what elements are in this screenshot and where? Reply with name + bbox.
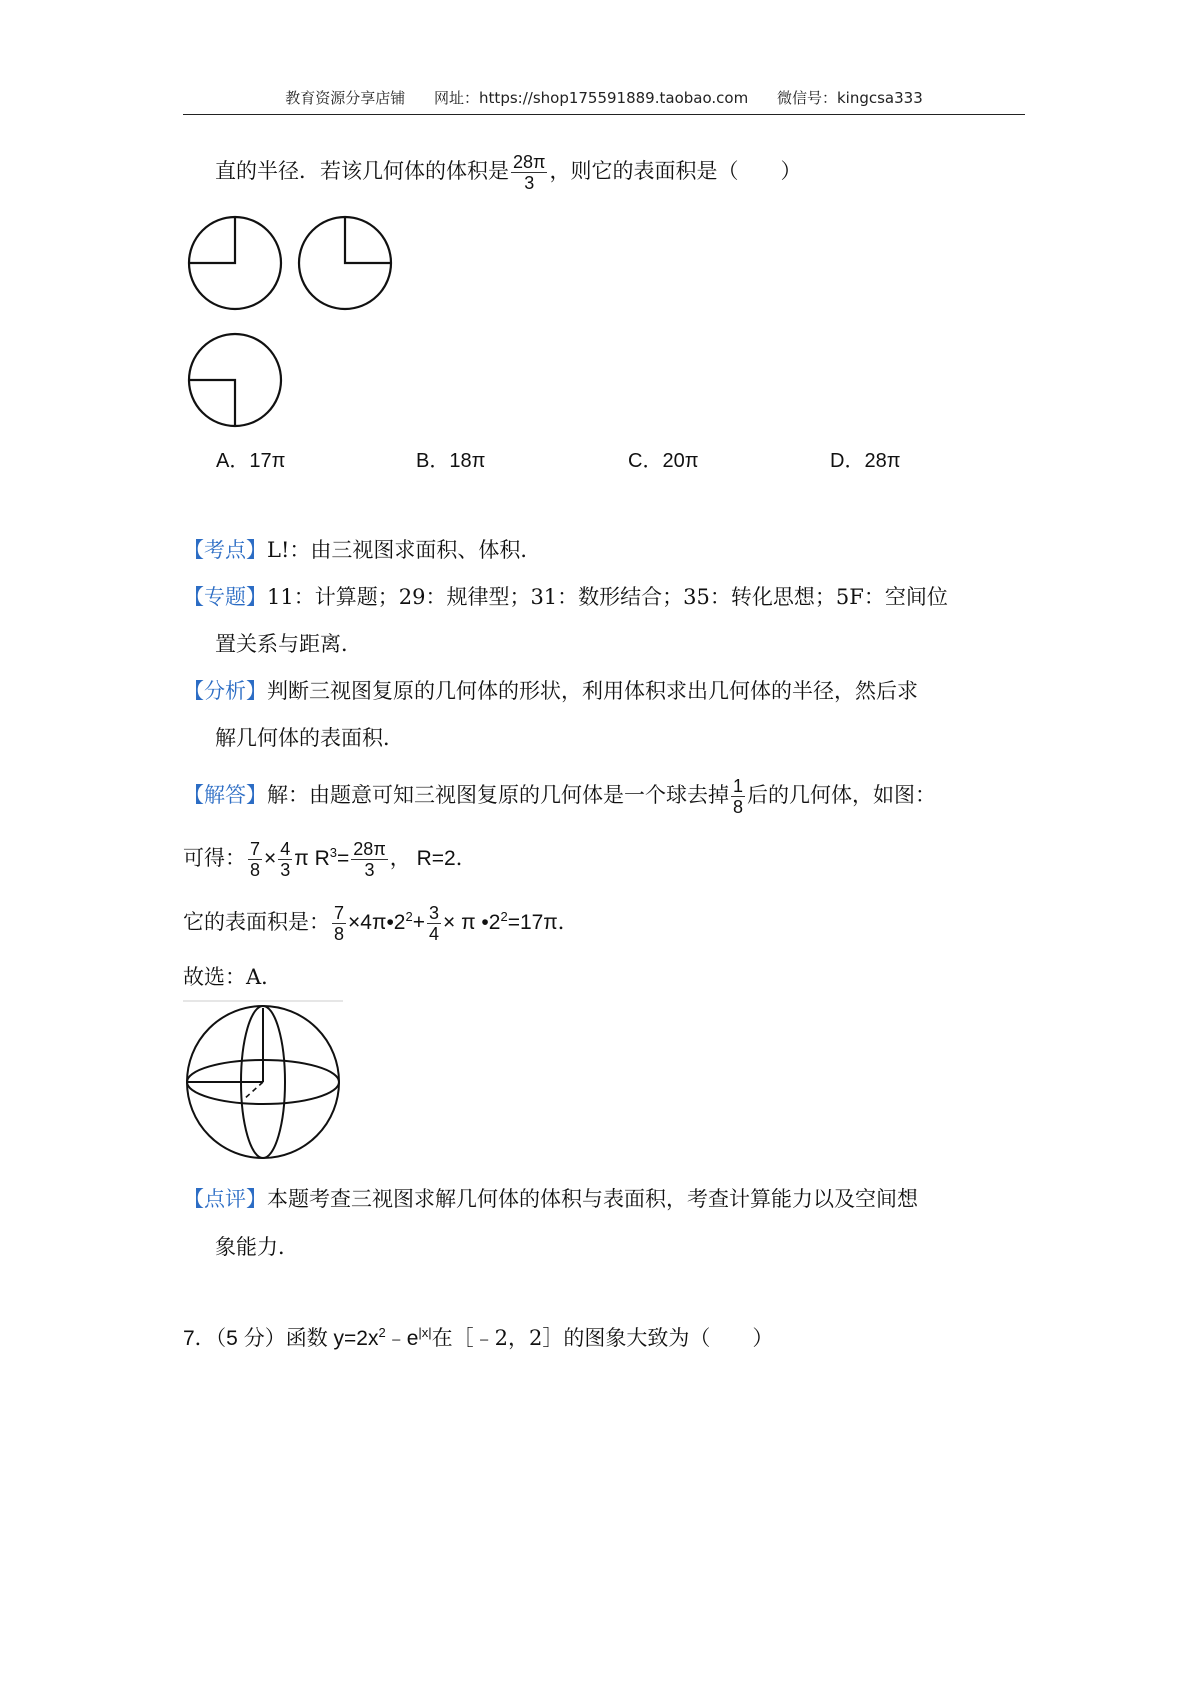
header-shop: 教育资源分享店铺 [285, 89, 406, 107]
top-view [189, 334, 281, 426]
one-eighth-fraction: $\frac{1}{8}$ [733, 776, 744, 817]
page-header [183, 84, 1025, 115]
answer-choice: 故选：A． [183, 965, 283, 989]
kaodian-line: 【考点】L!：由三视图求面积、体积． [183, 538, 542, 562]
option-c: C．20π [628, 450, 699, 472]
volume-equation: 可得： $\frac{7}{8}$ × $\frac{4}{3}$ π $R^3=$ $\frac{28\pi}{3}$ ， R=2． [183, 839, 477, 880]
zhuanti-line-1: 【专题】11：计算题；29：规律型；31：数形结合；35：转化思想；5F：空间位 [183, 585, 948, 609]
next-question: 7．（5 分）函数 $y=2x^2﹣e^{|x|}$在［﹣2，2］的图象大致为（ ） [183, 1325, 774, 1350]
jieda-tag: 【解答】 [183, 783, 267, 807]
header-url: 网址：https://shop175591889.taobao.com [434, 89, 749, 107]
option-b: B．18π [416, 450, 486, 472]
dianping-line-2: 象能力． [215, 1235, 299, 1259]
header-wechat: 微信号：kingcsa333 [776, 89, 923, 107]
option-a: A．17π [216, 450, 286, 472]
dianping-tag: 【点评】 [183, 1187, 267, 1211]
jieda-line: 【解答】解：由题意可知三视图复原的几何体是一个球去掉 $\frac{1}{8}$ 后的几何体，如图： [183, 776, 937, 817]
fenxi-tag: 【分析】 [183, 679, 267, 703]
zhuanti-line-2: 置关系与距离． [215, 632, 362, 656]
side-view [299, 217, 391, 309]
sphere-diagram [183, 998, 348, 1168]
kaodian-tag: 【考点】 [183, 538, 267, 562]
fenxi-line-1: 【分析】判断三视图复原的几何体的形状，利用体积求出几何体的半径，然后求 [183, 679, 918, 703]
three-view-diagram [182, 210, 402, 430]
front-view [189, 217, 281, 309]
option-d: D．28π [830, 450, 901, 472]
question-stem: 直的半径．若该几何体的体积是 $\frac{28\pi}{3}$ ，则它的表面积是（ ） [215, 152, 802, 193]
volume-fraction: $\frac{28\pi}{3}$ [513, 152, 546, 193]
fenxi-line-2: 解几何体的表面积． [215, 726, 404, 750]
surface-equation: 它的表面积是： $\frac{7}{8}$ $\times 4\pi•2^2+$ $\frac{3}{4}$ × π $•2^2=17\pi$． [183, 903, 579, 944]
dianping-line-1: 【点评】本题考查三视图求解几何体的体积与表面积，考查计算能力以及空间想 [183, 1187, 918, 1211]
zhuanti-tag: 【专题】 [183, 585, 267, 609]
